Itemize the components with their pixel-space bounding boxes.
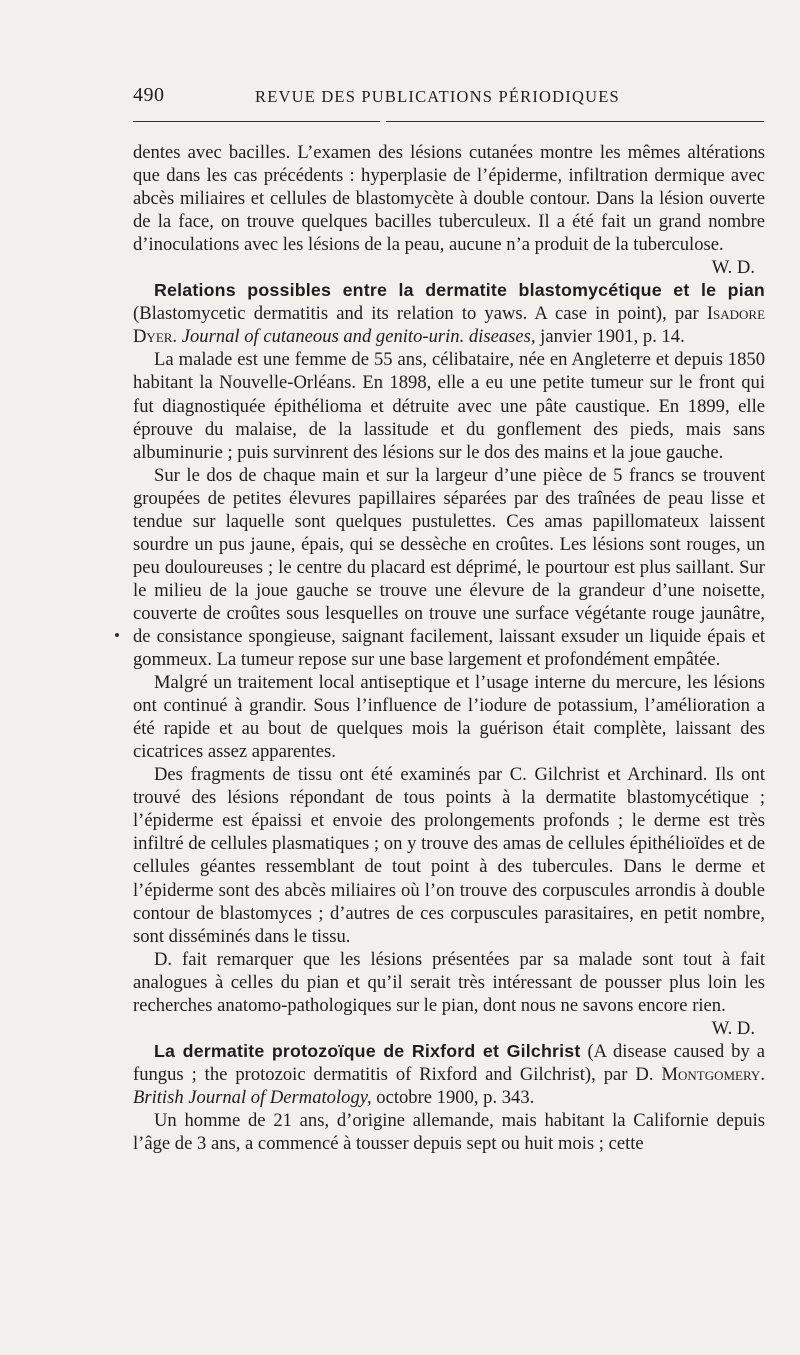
continued-text: dentes avec bacilles. L’examen des lésions cutanées montre les mêmes altérations que dans les cas précédents : hyperplasie de l’épiderme, infiltration dermique avec abcès miliaires et cellules de blastomycète à double contour. Dans la lésion ouverte de la face, on trouve quelques bacilles tuberculeux. Il a été fait un grand nombre d’inoculations avec les lésions de la peau, aucune n’a produit de la tuberculose. [133,142,765,256]
article-date: octobre 1900, p. 343. [376,1086,535,1108]
article-title: La dermatite protozoïque de Rixford et Gilchrist [154,1040,581,1061]
article-paragraph: Sur le dos de chaque main et sur la largeur d’une pièce de 5 francs se trouvent groupées de petites élevures papillaires séparées par des traînées de peau lisse et tendue sur laquelle sont quelques pustulettes. Ces amas papillomateux laissent sourdre un pus jaune, épais, qui se dessèche en croûtes. Les lésions sont rouges, un peu douloureuses ; le centre du placard est déprimé, le pourtour est plus saillant. Sur le milieu de la joue gauche se trouve une élevure de la grandeur d’une noisette, couverte de croûtes sous lesquelles on trouve une surface végétante rouge jaunâtre, de consistance spongieuse, saignant facilement, laissant exsuder un liquide épais et gommeux. La tumeur repose sur une base largement et profondément empâtée. [133,464,765,671]
article-paragraph-final [133,948,765,1040]
article-heading-blastomycetique [133,279,765,348]
page-number: 490 [133,84,165,106]
margin-mark [115,633,119,637]
header-rule-right [386,121,764,122]
article-paragraph: Malgré un traitement local antiseptique et l’usage interne du mercure, les lésions ont continué à grandir. Sous l’influence de l’iodure de potassium, l’amélioration a été rapide et au bout de quelques mois la guérison était complète, laissant des cicatrices assez apparentes. [133,672,765,763]
running-title: REVUE DES PUBLICATIONS PÉRIODIQUES [255,87,620,106]
continued-paragraph [133,141,765,279]
article-title: Relations possibles entre la dermatite blastomycétique et le pian [154,280,765,301]
article-author: Montgomery. [661,1063,765,1085]
body-text [133,141,765,1155]
article-journal: British Journal of Dermatology, [133,1086,372,1108]
signature: W. D. [711,1017,755,1039]
article-paragraph: La malade est une femme de 55 ans, célibataire, née en Angleterre et depuis 1850 habitant la Nouvelle-Orléans. En 1898, elle a eu une petite tumeur sur le front qui fut diagnostiquée épithélioma et détruite avec une pâte caustique. En 1899, elle éprouve du malaise, de la lassitude et du gonflement des pieds, mais sans albuminurie ; puis survinrent des lésions sur le dos des mains et la joue gauche. [133,349,765,463]
header-rule-left [133,121,380,122]
article-paragraph-text: D. fait remarquer que les lésions présentées par sa malade sont tout à fait analogues à celles du pian et qu’il serait très intéressant de pousser plus loin les recherches anatomo-pathologiques sur le pian, dont nous ne savons encore rien. [133,948,765,1016]
article-subtitle: (A disease caused by a fungus ; the protozoic dermatitis of Rixford and Gilchrist), par D. [133,1040,765,1085]
page-header [133,84,763,114]
signature: W. D. [711,257,755,279]
article-journal: Journal of cutaneous and genito-urin. diseases, [181,326,536,348]
article-date: janvier 1901, p. 14. [540,326,685,348]
article-author: Isadore Dyer. [133,303,766,348]
article-heading-protozoique [133,1040,765,1109]
article-paragraph: Un homme de 21 ans, d’origine allemande, mais habitant la Californie depuis l’âge de 3 ans, a commencé à tousser depuis sept ou huit mois ; cette [133,1109,765,1155]
article-paragraph: Des fragments de tissu ont été examinés par C. Gilchrist et Archinard. Ils ont trouvé des lésions répondant de tous points à la dermatite blastomycétique ; l’épiderme est épaissi et envoie des prolongements profonds ; le derme est très infiltré de cellules plasmatiques ; on y trouve des amas de cellules épithélioïdes et de cellules géantes ressemblant de tout point à des tubercules. Dans le derme et l’épiderme sont des abcès miliaires où l’on trouve des corpuscules arrondis à double contour de blastomyces ; d’autres de ces corpuscules parasitaires, en petit nombre, sont disséminés dans le tissu. [133,764,765,947]
article-subtitle: (Blastomycetic dermatitis and its relation to yaws. A case in point), par [133,303,699,325]
